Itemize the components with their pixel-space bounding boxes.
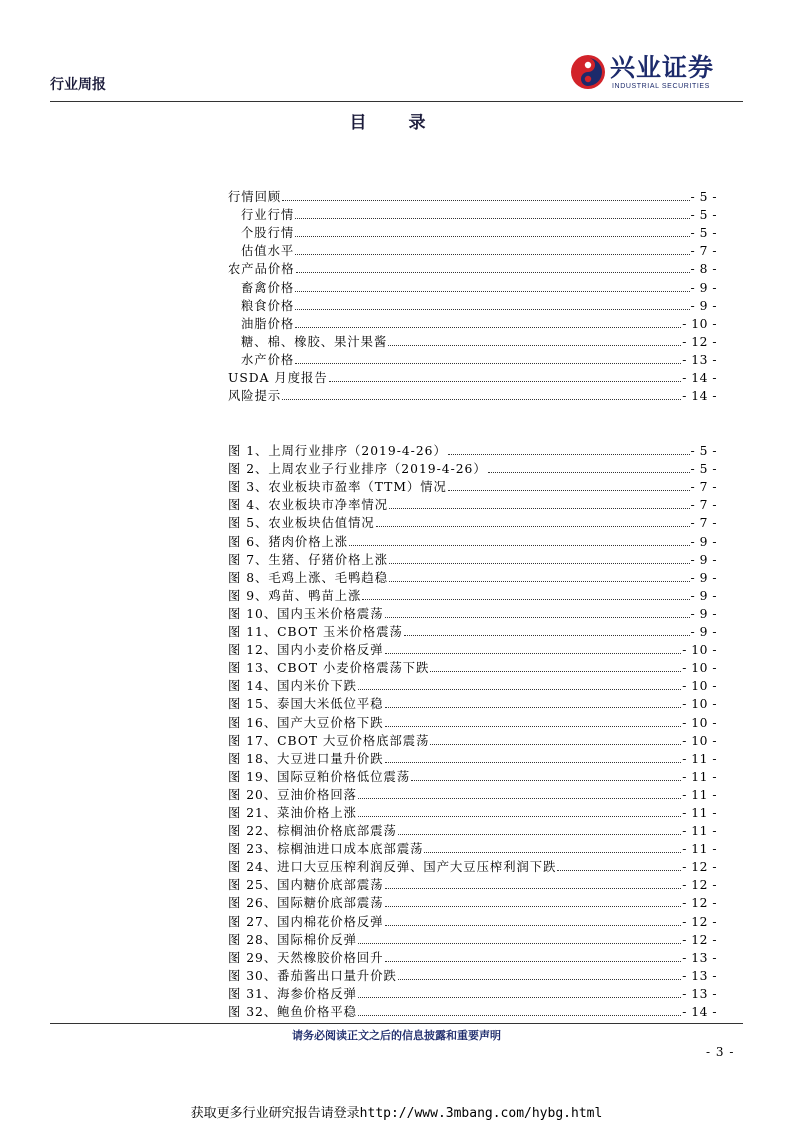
figure-entry-label: 图 4、农业板块市净率情况 [228,498,388,513]
toc-entry-page: - 5 - [690,190,717,205]
figure-entry[interactable] [228,947,717,965]
figure-entry[interactable] [228,838,717,856]
dot-leader [295,290,689,292]
figure-entry-label: 图 28、国际棉价反弹 [228,932,357,947]
dot-leader [295,326,681,328]
figure-entry-page: - 11 - [682,787,717,802]
figure-entry-page: - 12 - [682,896,717,911]
toc-entry[interactable] [228,258,717,276]
figure-entry-page: - 11 - [682,769,717,784]
figure-entry[interactable] [228,730,717,748]
figure-entry-page: - 5 - [690,462,717,477]
dot-leader [358,942,681,944]
disclaimer-notice: 请务必阅读正文之后的信息披露和重要声明 [292,1029,501,1042]
figure-entry-page: - 10 - [682,697,717,712]
figure-entry[interactable] [228,675,717,693]
figure-entry-page: - 12 - [682,860,717,875]
figure-entry-page: - 9 - [690,588,717,603]
figure-entry-label: 图 10、国内玉米价格震荡 [228,606,384,621]
figure-entry-label: 图 21、菜油价格上涨 [228,805,357,820]
toc-entry-label: 油脂价格 [241,316,295,331]
figure-entry-label: 图 8、毛鸡上涨、毛鸭趋稳 [228,570,388,585]
figure-entry-page: - 7 - [690,516,717,531]
figure-entry-page: - 13 - [682,986,717,1001]
dot-leader [282,398,681,400]
toc-entry-label: 畜禽价格 [241,280,295,295]
dot-leader [385,616,690,618]
dot-leader [385,960,682,962]
download-link-text[interactable]: 获取更多行业研究报告请登录http://www.3mbang.com/hybg.html [190,1106,603,1121]
dot-leader [295,217,689,219]
toc-entry[interactable] [228,385,717,403]
figure-entry-page: - 11 - [682,824,717,839]
dot-leader [448,453,690,455]
page-number: - 3 - [706,1045,735,1059]
dot-leader [385,887,682,889]
figure-entry-page: - 11 - [682,842,717,857]
toc-entry-page: - 10 - [682,316,717,331]
figure-entry[interactable] [228,639,717,657]
figure-entry[interactable] [228,1001,717,1019]
figure-entry-page: - 9 - [690,625,717,640]
dot-leader [404,634,690,636]
figure-entry-label: 图 3、农业板块市盈率（TTM）情况 [228,480,447,495]
dot-leader [296,271,690,273]
figure-entry-page: - 9 - [690,552,717,567]
dot-leader [385,905,682,907]
figure-entry-label: 图 16、国产大豆价格下跌 [228,715,384,730]
company-logo [570,54,740,94]
figure-entry[interactable] [228,494,717,512]
dot-leader [282,199,689,201]
figure-entry-page: - 9 - [690,534,717,549]
figure-entry-label: 图 23、棕榈油进口成本底部震荡 [228,842,424,857]
figure-entry[interactable] [228,748,717,766]
dot-leader [389,562,690,564]
figure-entry-page: - 7 - [690,498,717,513]
figure-entry[interactable] [228,711,717,729]
toc-entry[interactable] [228,367,717,385]
dot-leader [557,869,681,871]
table-of-contents [228,186,717,403]
figure-entry[interactable] [228,567,717,585]
dot-leader [385,652,682,654]
figure-entry-page: - 10 - [682,661,717,676]
figure-entry[interactable] [228,892,717,910]
toc-entry-label: 水产价格 [241,352,295,367]
dot-leader [389,580,690,582]
toc-entry-label: 糖、棉、橡胶、果汁果酱 [241,334,388,349]
figure-entry[interactable] [228,802,717,820]
toc-entry[interactable] [228,204,717,222]
figure-entry[interactable] [228,820,717,838]
toc-entry-label: 估值水平 [241,244,295,259]
figure-entry-label: 图 30、番茄酱出口量升价跌 [228,968,397,983]
toc-entry-page: - 14 - [682,371,717,386]
dot-leader [376,525,690,527]
figure-entry[interactable] [228,983,717,1001]
figure-entry-page: - 12 - [682,932,717,947]
dot-leader [398,978,681,980]
figure-entry-page: - 7 - [690,480,717,495]
figure-entry[interactable] [228,929,717,947]
dot-leader [295,308,689,310]
figure-entry[interactable] [228,530,717,548]
toc-entry-page: - 12 - [682,334,717,349]
dot-leader [430,670,681,672]
dot-leader [424,851,681,853]
toc-entry[interactable] [228,313,717,331]
toc-entry-page: - 14 - [682,389,717,404]
header-divider [50,101,743,102]
figure-entry-page: - 14 - [682,1005,717,1019]
figure-entry-label: 图 18、大豆进口量升价跌 [228,751,384,766]
figure-entry-label: 图 15、泰国大米低位平稳 [228,697,384,712]
figure-entry-page: - 10 - [682,715,717,730]
figure-entry[interactable] [228,874,717,892]
figure-entry[interactable] [228,910,717,928]
dot-leader [385,761,682,763]
figure-entry-page: - 10 - [682,733,717,748]
figure-entry-label: 图 25、国内糖价底部震荡 [228,878,384,893]
figure-entry[interactable] [228,585,717,603]
toc-entry-label: 行情回顾 [228,190,282,205]
figure-entry[interactable] [228,476,717,494]
toc-entry-label: 行业行情 [241,208,295,223]
dot-leader [358,815,681,817]
dot-leader [389,507,690,509]
figure-entry-label: 图 19、国际豆粕价格低位震荡 [228,769,411,784]
figure-entry[interactable] [228,766,717,784]
dot-leader [411,779,681,781]
figure-entry-label: 图 31、海参价格反弹 [228,986,357,1001]
figure-entry[interactable] [228,657,717,675]
dot-leader [385,706,682,708]
figure-entry-page: - 12 - [682,914,717,929]
figure-entry-label: 图 20、豆油价格回落 [228,787,357,802]
logo-text-cn: 兴业证券 [610,53,715,82]
figure-entry[interactable] [228,440,717,458]
dot-leader [358,797,681,799]
figure-entry-page: - 9 - [690,606,717,621]
figure-entry-page: - 11 - [682,751,717,766]
toc-entry[interactable] [228,331,717,349]
toc-entry-label: USDA 月度报告 [228,371,328,386]
figure-entry-label: 图 17、CBOT 大豆价格底部震荡 [228,733,430,748]
figure-entry-label: 图 5、农业板块估值情况 [228,516,375,531]
footer-divider [50,1023,743,1024]
figure-entry[interactable] [228,621,717,639]
toc-entry-page: - 9 - [690,298,717,313]
toc-entry[interactable] [228,276,717,294]
dot-leader [358,688,681,690]
dot-leader [430,743,681,745]
figure-entry-label: 图 11、CBOT 玉米价格震荡 [228,625,403,640]
figure-entry-label: 图 1、上周行业排序（2019-4-26） [228,444,447,459]
figure-entry-label: 图 12、国内小麦价格反弹 [228,643,384,658]
logo-mark-icon [570,54,606,90]
figure-entry-label: 图 7、生猪、仔猪价格上涨 [228,552,388,567]
figure-entry-label: 图 24、进口大豆压榨利润反弹、国产大豆压榨利润下跌 [228,860,557,875]
dot-leader [358,996,681,998]
figure-entry[interactable] [228,512,717,530]
figure-entry-label: 图 13、CBOT 小麦价格震荡下跌 [228,661,430,676]
figure-entry-label: 图 9、鸡苗、鸭苗上涨 [228,588,362,603]
figure-entry[interactable] [228,965,717,983]
figure-entry[interactable] [228,856,717,874]
dot-leader [362,598,689,600]
dot-leader [398,833,681,835]
dot-leader [295,253,689,255]
toc-entry-label: 农产品价格 [228,262,295,277]
figure-entry-label: 图 26、国际糖价底部震荡 [228,896,384,911]
figure-entry-label: 图 27、国内棉花价格反弹 [228,914,384,929]
dot-leader [349,544,689,546]
dot-leader [295,362,681,364]
figure-entry-label: 图 14、国内米价下跌 [228,679,357,694]
toc-entry[interactable] [228,186,717,204]
toc-entry-page: - 5 - [690,208,717,223]
toc-entry-page: - 13 - [682,352,717,367]
figure-entry[interactable] [228,603,717,621]
logo-text-en: INDUSTRIAL SECURITIES [612,83,710,90]
figure-entry-page: - 11 - [682,805,717,820]
toc-entry[interactable] [228,295,717,313]
figure-entry-label: 图 22、棕榈油价格底部震荡 [228,824,397,839]
toc-entry-page: - 5 - [690,226,717,241]
figure-entry-label: 图 29、天然橡胶价格回升 [228,950,384,965]
report-type-label: 行业周报 [50,77,106,93]
figure-entry-page: - 13 - [682,950,717,965]
dot-leader [358,1014,681,1016]
toc-entry[interactable] [228,349,717,367]
toc-entry[interactable] [228,222,717,240]
figure-entry[interactable] [228,458,717,476]
dot-leader [488,471,690,473]
list-of-figures [228,440,717,1019]
toc-entry[interactable] [228,240,717,258]
figure-entry-page: - 5 - [690,444,717,459]
figure-entry-page: - 12 - [682,878,717,893]
dot-leader [448,489,690,491]
dot-leader [329,380,682,382]
figure-entry-page: - 10 - [682,643,717,658]
figure-entry[interactable] [228,549,717,567]
dot-leader [295,235,689,237]
figure-entry[interactable] [228,693,717,711]
figure-entry-label: 图 6、猪肉价格上涨 [228,534,349,549]
figure-entry-label: 图 2、上周农业子行业排序（2019-4-26） [228,462,487,477]
figure-entry-page: - 13 - [682,968,717,983]
figure-entry-label: 图 32、鲍鱼价格平稳 [228,1005,357,1019]
toc-entry-page: - 7 - [690,244,717,259]
toc-entry-label: 粮食价格 [241,298,295,313]
toc-entry-label: 风险提示 [228,389,282,404]
figure-entry-page: - 9 - [690,570,717,585]
toc-entry-page: - 8 - [690,262,717,277]
page-title: 目 录 [349,113,444,133]
dot-leader [385,924,682,926]
dot-leader [388,344,681,346]
figure-entry[interactable] [228,784,717,802]
dot-leader [385,725,682,727]
toc-entry-label: 个股行情 [241,226,295,241]
toc-entry-page: - 9 - [690,280,717,295]
figure-entry-page: - 10 - [682,679,717,694]
